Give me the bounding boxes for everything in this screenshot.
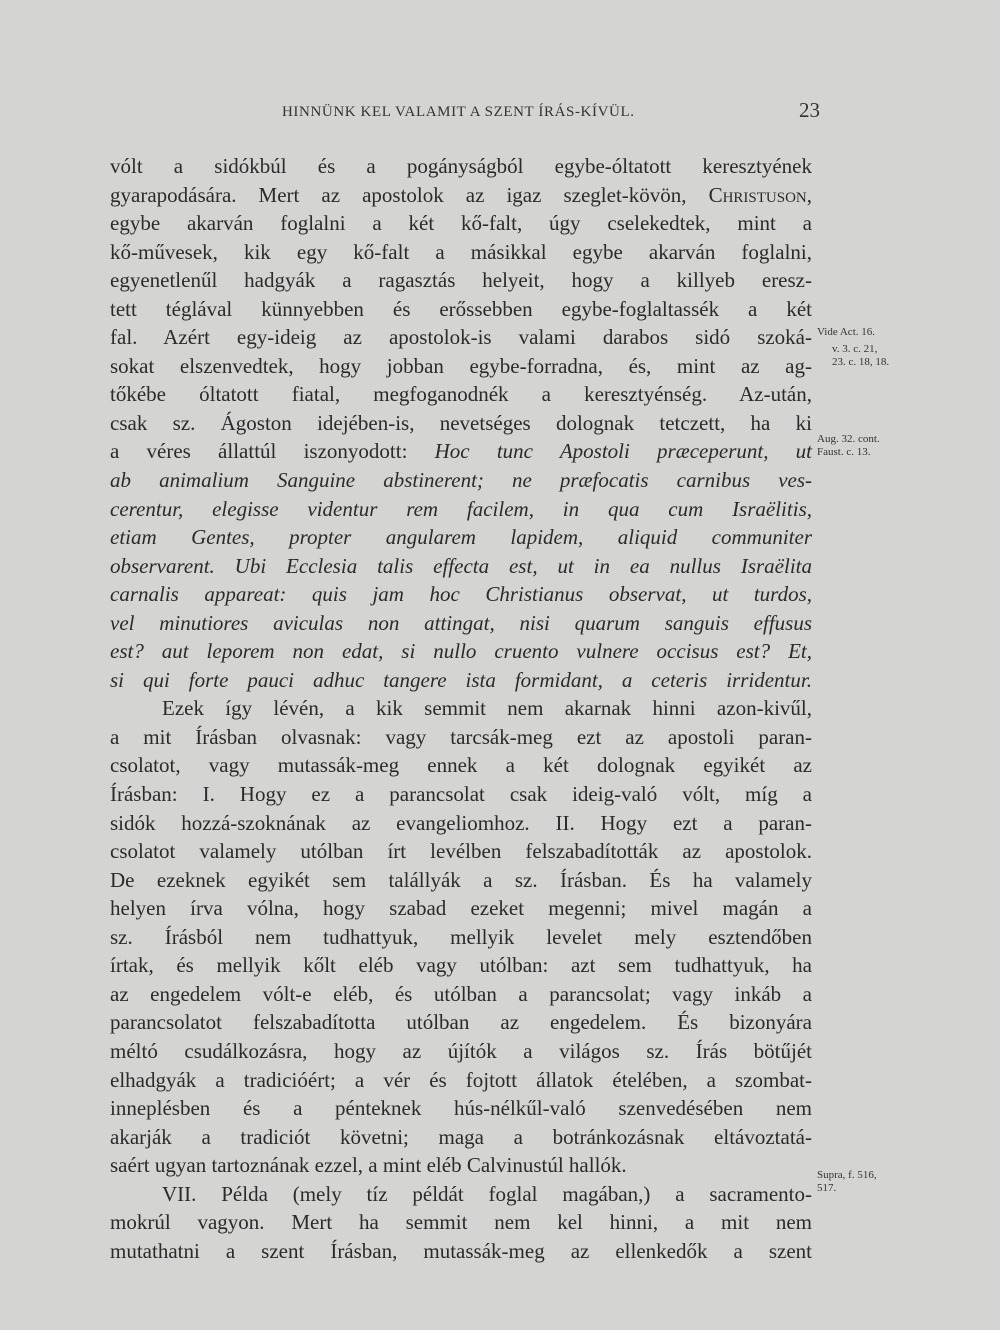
margin-note: Supra, f. 516, 517. (817, 1169, 877, 1194)
text-line: vel minutiores aviculas non attingat, nisi quarum sanguis effusus (110, 610, 812, 635)
text-line: egyenetlenűl hadgyák a ragasztás helyeit, hogy a killyeb eresz- (110, 268, 812, 293)
text-line: tőkébe óltatott fiatal, megfoganodnék a keresztyénség. Az-után, (110, 382, 812, 407)
christus-name: Christuson (708, 182, 807, 207)
text-line: VII. Példa (mely tíz példát foglal magában,) a sacramento- (162, 1181, 812, 1206)
text-line: gyarapodására. Mert az apostolok az igaz szeglet-kövön, Christuson, (110, 182, 813, 207)
text-line: ab animalium Sanguine abstinerent; ne præfocatis carnibus ves- (110, 468, 812, 493)
text-line: a mit Írásban olvasnak: vagy tarcsák-meg ezt az apostoli paran- (110, 724, 812, 749)
text-line: cerentur, elegisse videntur rem facilem, in qua cum Israëlitis, (110, 496, 812, 521)
text-line: akarják a tradiciót követni; maga a botránkozásnak eltávoztatá- (110, 1124, 812, 1149)
text-line: De ezeknek egyikét sem talállyák a sz. Írásban. És ha valamely (110, 867, 812, 892)
text-line: egybe akarván foglalni a két kő-falt, úgy cselekedtek, mint a (110, 211, 812, 236)
text-line: vólt a sidókbúl és a pogányságból egybe-óltatott keresztyének (110, 154, 812, 178)
margin-note: v. 3. c. 21, 23. c. 18, 18. (832, 343, 890, 368)
text-line: etiam Gentes, propter angularem lapidem, aliquid communiter (110, 525, 812, 550)
text-line: elhadgyák a tradicióért; a vér és fojtott állatok ételében, a szombat- (110, 1067, 812, 1092)
text-line: csolatot, vagy mutassák-meg ennek a két dolognak egyikét az (110, 753, 812, 778)
text-line: mokrúl vagyon. Mert ha semmit nem kel hinni, a mit nem (110, 1210, 812, 1235)
text-line: sz. Írásból nem tudhattyuk, mellyik levelet mely esztendőben (110, 924, 812, 949)
text-line: sokat elszenvedtek, hogy jobban egybe-forradna, és, mint az ag- (110, 353, 812, 378)
margin-note: Vide Act. 16. (817, 326, 875, 338)
text-line: est? aut leporem non edat, si nullo cruento vulnere occisus est? Et, (110, 639, 812, 664)
text-line: Ezek így lévén, a kik semmit nem akarnak hinni azon-kivűl, (162, 696, 812, 721)
text-line: méltó csudálkozásra, hogy az újítók a világos sz. Írás bötűjét (110, 1038, 812, 1063)
text-line: csolatot valamely utólban írt levélben felszabadították az apostolok. (110, 839, 812, 864)
text-line: sidók hozzá-szoknának az evangeliomhoz. II. Hogy ezt a paran- (110, 810, 812, 835)
latin-quote-start: Hoc tunc Apostoli præceperunt, ut (434, 439, 812, 464)
text-line: tett téglával künnyebben és erőssebben egybe-foglaltassék a két (110, 296, 812, 321)
text-line: a véres állattúl iszonyodott: Hoc tunc Apostoli præceperunt, ut (110, 439, 812, 464)
text-line: parancsolatot felszabadította utólban az engedelem. És bizonyára (110, 1010, 812, 1035)
text-line: helyen írva vólna, hogy szabad ezeket megenni; mivel magán a (110, 896, 812, 921)
text-line: írtak, és mellyik kőlt eléb vagy utólban: azt sem tudhattyuk, ha (110, 953, 812, 978)
text-line: observarent. Ubi Ecclesia talis effecta est, ut in ea nullus Israëlita (110, 553, 812, 578)
text-line: fal. Azért egy-ideig az apostolok-is valami darabos sidó szoká- (110, 325, 812, 350)
page-number: 23 (799, 98, 820, 122)
body-text (110, 152, 812, 1265)
margin-note: Aug. 32. cont. Faust. c. 13. (817, 433, 880, 458)
text-line: csak sz. Ágoston idejében-is, nevetséges dolognak tetczett, ha ki (110, 410, 812, 435)
text-line: kő-művesek, kik egy kő-falt a másikkal egybe akarván foglalni, (110, 239, 812, 264)
text-line: az engedelem vólt-e eléb, és utólban a parancsolat; vagy inkáb a (110, 981, 812, 1006)
text-line: inneplésben és a pénteknek hús-nélkűl-való szenvedésében nem (110, 1096, 812, 1121)
running-head: HINNÜNK KEL VALAMIT A SZENT ÍRÁS-KÍVÜL. (282, 104, 635, 120)
text-line: si qui forte pauci adhuc tangere ista formidant, a ceteris irridentur. (110, 667, 812, 692)
text-line: Írásban: I. Hogy ez a parancsolat csak ideig-való vólt, míg a (110, 782, 812, 807)
text-line: carnalis appareat: quis jam hoc Christianus observat, ut turdos, (110, 582, 812, 607)
text-line: saért ugyan tartoznának ezzel, a mint eléb Calvinustúl hallók. (110, 1153, 627, 1178)
text-line: mutathatni a szent Írásban, mutassák-meg az ellenkedők a szent (110, 1238, 812, 1263)
page-header (110, 98, 820, 134)
